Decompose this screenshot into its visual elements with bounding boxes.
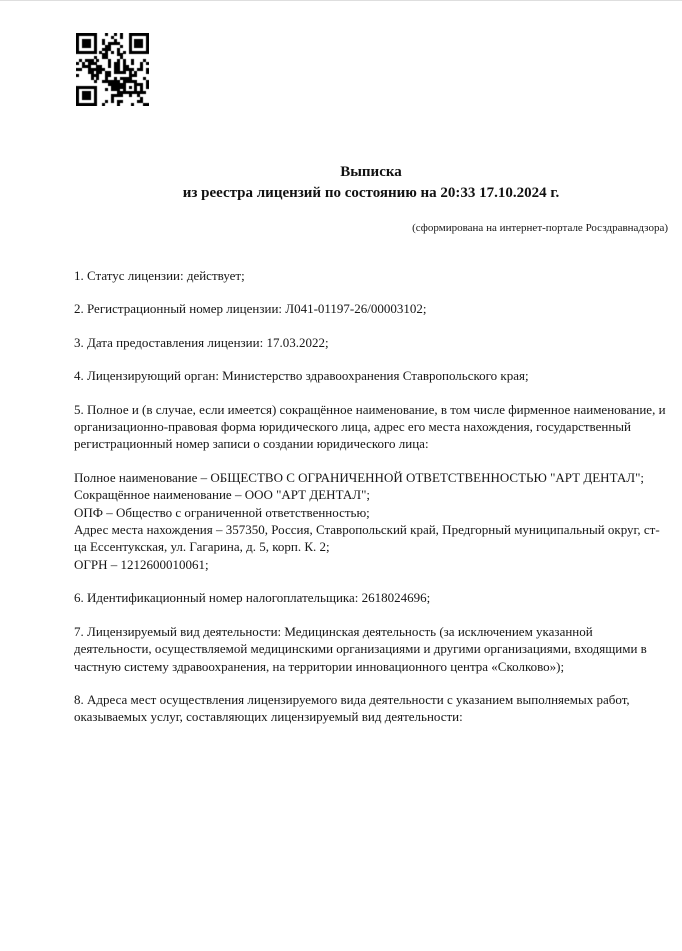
item-6-taxpayer-number: 6. Идентификационный номер налогоплательщика: 2618024696; (74, 590, 431, 606)
company-short-name: Сокращённое наименование – ООО "АРТ ДЕНТАЛ"; (74, 487, 370, 503)
item-1-license-status: 1. Статус лицензии: действует; (74, 268, 245, 283)
generated-note: (сформирована на интернет-портале Росздравнадзора) (412, 222, 668, 234)
page-top-edge (0, 0, 682, 1)
company-legal-form: ОПФ – Общество с ограниченной ответственностью; (74, 504, 370, 520)
qr-code (76, 33, 149, 106)
item-2-registration-number: 2. Регистрационный номер лицензии: Л041-01197-26/00003102; (74, 301, 427, 317)
item-7-licensed-activity: 7. Лицензируемый вид деятельности: Медицинская деятельность (за исключением указанной деятельности, осуществляемой медицинскими организациями и другими организациями, входящими в частную систему здравоохранения, на территории инновационного центра «Сколково»); (74, 623, 647, 674)
company-full-name: Полное наименование – ОБЩЕСТВО С ОГРАНИЧЕННОЙ ОТВЕТСТВЕННОСТЬЮ "АРТ ДЕНТАЛ"; (74, 469, 644, 485)
item-4-licensing-authority: 4. Лицензирующий орган: Министерство здравоохранения Ставропольского края; (74, 368, 529, 384)
company-details-block (74, 469, 668, 573)
item-8-activity-addresses: 8. Адреса мест осуществления лицензируемого вида деятельности с указанием выполняемых работ, оказываемых услуг, составляющих лицензируемый вид деятельности: (74, 691, 630, 725)
company-address: Адрес места нахождения – 357350, Россия, Ставропольский край, Предгорный муниципальный округ, ст-ца Ессентукская, ул. Гагарина, д. 5, корп. К. 2; (74, 522, 660, 555)
doc-title-line1: Выписка (340, 164, 402, 180)
item-3-grant-date: 3. Дата предоставления лицензии: 17.03.2022; (74, 334, 329, 350)
company-ogrn: ОГРН – 1212600010061; (74, 556, 209, 572)
doc-title (74, 162, 668, 204)
item-5-legal-entity-heading: 5. Полное и (в случае, если имеется) сокращённое наименование, в том числе фирменное наименование, и организационно-правовая форма юридического лица, адрес его места нахождения, государственный регистрационный номер записи о создании юридического лица: (74, 401, 666, 452)
doc-title-line2: из реестра лицензий по состоянию на 20:33 17.10.2024 г. (182, 185, 560, 201)
